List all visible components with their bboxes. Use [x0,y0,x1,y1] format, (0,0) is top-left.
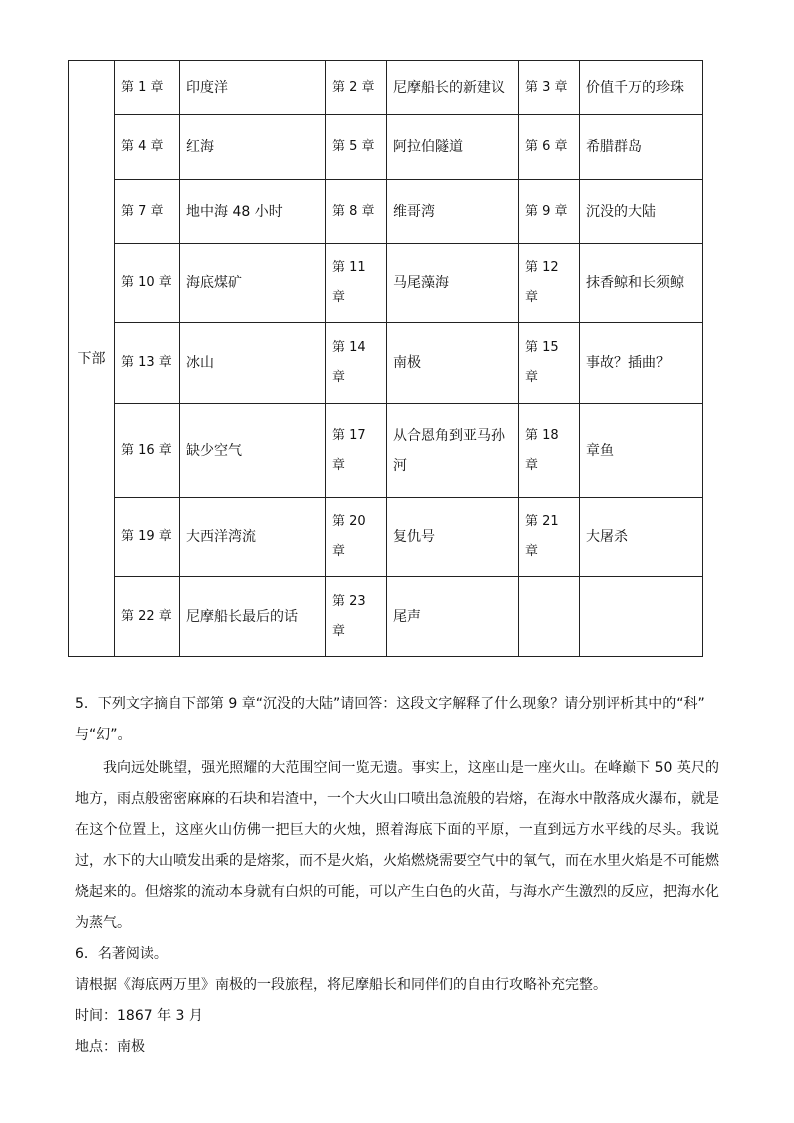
chapter-number: 第 20 章 [326,498,387,577]
chapter-title: 价值千万的珍珠 [580,61,703,115]
chapter-title: 从合恩角到亚马孙河 [387,404,519,498]
chapter-number: 第 10 章 [115,244,180,323]
chapter-title: 印度洋 [180,61,326,115]
table-row [69,404,703,498]
chapter-title: 尼摩船长最后的话 [180,577,326,657]
table-row [69,498,703,577]
chapter-title: 南极 [387,323,519,404]
question-5-passage: 我向远处眺望，强光照耀的大范围空间一览无遗。事实上，这座山是一座火山。在峰巅下 50 英尺的地方，雨点般密密麻麻的石块和岩渣中，一个大火山口喷出急流般的岩熔，在海水中散落成火瀑布，就是在这个位置上，这座火山仿佛一把巨大的火烛，照着海底下面的平原，一直到远方水平线的尽头。我说过，水下的大山喷发出乘的是熔浆，而不是火焰，火焰燃烧需要空气中的氧气，而在水里火焰是不可能燃烧起来的。但熔浆的流动本身就有白炽的可能，可以产生白色的火苗，与海水产生激烈的反应，把海水化为蒸气。 [75,760,719,931]
chapter-number: 第 22 章 [115,577,180,657]
chapter-title: 复仇号 [387,498,519,577]
chapter-title: 事故？插曲？ [580,323,703,404]
chapter-number: 第 23 章 [326,577,387,657]
table-row [69,577,703,657]
chapter-number: 第 15 章 [519,323,580,404]
chapter-title: 尾声 [387,577,519,657]
chapter-number: 第 4 章 [115,115,180,180]
chapter-number: 第 7 章 [115,180,180,244]
chapter-title: 尼摩船长的新建议 [387,61,519,115]
chapter-title: 大西洋湾流 [180,498,326,577]
chapter-title: 抹香鲸和长须鲸 [580,244,703,323]
table-row [69,115,703,180]
chapter-title: 章鱼 [580,404,703,498]
chapter-number: 第 5 章 [326,115,387,180]
chapter-title: 红海 [180,115,326,180]
chapter-number: 第 12 章 [519,244,580,323]
chapter-title: 阿拉伯隧道 [387,115,519,180]
chapter-title: 马尾藻海 [387,244,519,323]
chapter-title: 地中海 48 小时 [180,180,326,244]
chapter-number: 第 2 章 [326,61,387,115]
table-row [69,244,703,323]
chapter-number: 第 11 章 [326,244,387,323]
chapter-number: 第 14 章 [326,323,387,404]
chapter-number: 第 18 章 [519,404,580,498]
question-6-time: 时间：1867 年 3 月 [75,1008,203,1024]
chapter-title [580,577,703,657]
chapter-number: 第 13 章 [115,323,180,404]
chapter-title: 希腊群岛 [580,115,703,180]
table-row [69,180,703,244]
question-6-place: 地点：南极 [75,1039,145,1055]
chapter-title: 海底煤矿 [180,244,326,323]
chapter-number: 第 3 章 [519,61,580,115]
chapter-title: 冰山 [180,323,326,404]
part-label: 下部 [69,61,115,657]
chapter-number: 第 6 章 [519,115,580,180]
chapter-title: 缺少空气 [180,404,326,498]
chapter-title: 沉没的大陆 [580,180,703,244]
chapter-number: 第 17 章 [326,404,387,498]
question-6-prompt: 请根据《海底两万里》南极的一段旅程，将尼摩船长和同伴们的自由行攻略补充完整。 [75,977,607,993]
chapter-number: 第 19 章 [115,498,180,577]
chapter-number: 第 9 章 [519,180,580,244]
question-5-line-2: 与“幻”。 [75,727,132,743]
chapter-number: 第 1 章 [115,61,180,115]
chapter-number: 第 16 章 [115,404,180,498]
chapter-number: 第 21 章 [519,498,580,577]
chapter-title: 维哥湾 [387,180,519,244]
chapter-table [68,60,703,657]
table-row [69,323,703,404]
chapter-number [519,577,580,657]
question-6-heading: 6．名著阅读。 [75,946,168,962]
chapter-title: 大屠杀 [580,498,703,577]
question-5-line-1: 5．下列文字摘自下部第 9 章“沉没的大陆”请回答：这段文字解释了什么现象？请分别评析其中的“科” [75,696,705,712]
chapter-number: 第 8 章 [326,180,387,244]
table-row [69,61,703,115]
